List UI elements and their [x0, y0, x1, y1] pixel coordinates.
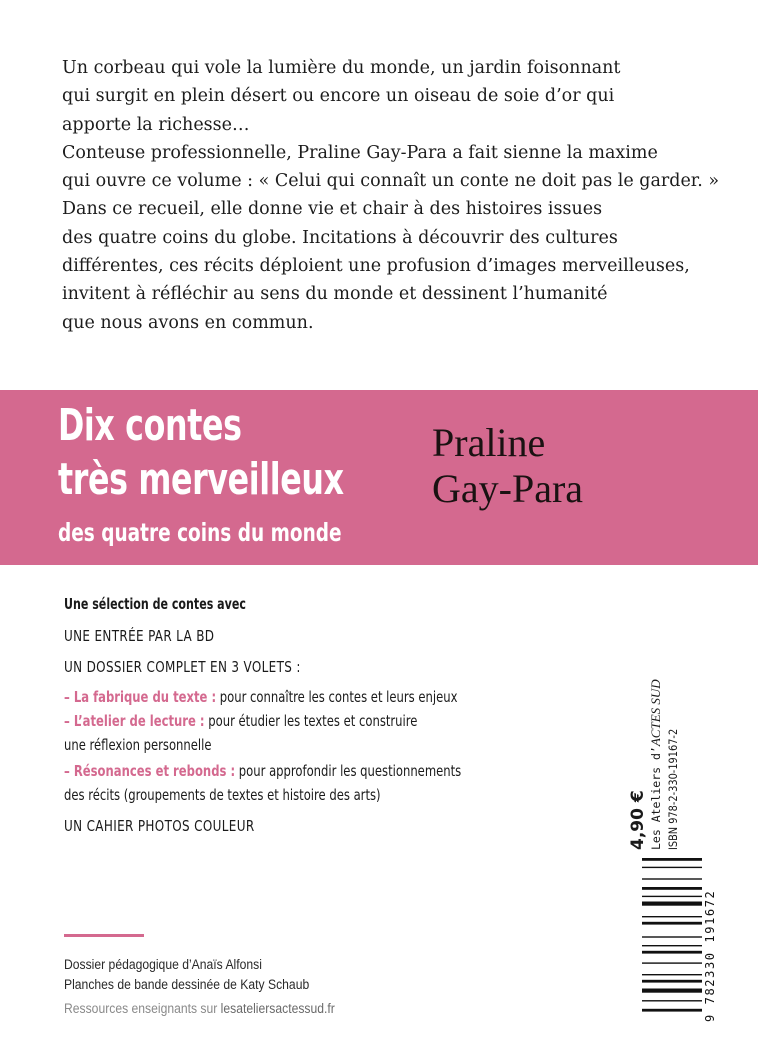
volet-atelier-cont: une réflexion personnelle	[64, 736, 212, 754]
credit-illustrations: Planches de bande dessinée de Katy Schaub	[64, 977, 310, 992]
blurb-line: qui surgit en plein désert ou encore un oiseau de soie d’or qui	[62, 86, 615, 107]
blurb-line: différentes, ces récits déploient une profusion d’images merveilleuses,	[62, 256, 690, 277]
price: 4,90 €	[628, 790, 648, 850]
blurb-line: des quatre coins du globe. Incitations à découvrir des cultures	[62, 227, 618, 248]
volet-fabrique	[64, 688, 457, 706]
resources-link[interactable]: lesateliersactessud.fr	[220, 1001, 335, 1016]
book-title-line-1: Dix contes	[58, 400, 242, 451]
barcode-digits: 9 782330 191672	[703, 889, 717, 1022]
credits	[64, 955, 309, 995]
blurb-line: Conteuse professionnelle, Praline Gay-Para a fait sienne la maxime	[62, 142, 658, 163]
publisher-name: ACTES SUD	[648, 679, 663, 747]
volet-atelier	[64, 712, 417, 730]
volet-text: pour étudier les textes et construire	[204, 712, 418, 730]
back-cover-blurb	[62, 54, 722, 337]
volet-label: – La fabrique du texte :	[64, 688, 217, 706]
author-name	[432, 420, 583, 512]
blurb-line: apporte la richesse…	[62, 114, 250, 135]
author-last-name: Gay-Para	[432, 466, 584, 511]
book-title-line-2: très merveilleux	[58, 454, 344, 505]
volet-text: pour connaître les contes et leurs enjeux	[216, 688, 458, 706]
volet-resonances-cont: des récits (groupements de textes et histoire des arts)	[64, 786, 381, 804]
volet-text: pour approfondir les questionnements	[235, 762, 462, 780]
teacher-resources	[64, 1001, 335, 1016]
feature-dossier: UN DOSSIER COMPLET EN 3 VOLETS :	[64, 658, 301, 676]
volet-resonances	[64, 762, 461, 780]
pink-divider	[64, 934, 144, 937]
resources-prefix: Ressources enseignants sur	[64, 1001, 221, 1016]
blurb-line: qui ouvre ce volume : « Celui qui connaît un conte ne doit pas le garder. »	[62, 171, 720, 192]
blurb-line: invitent à réfléchir au sens du monde et dessinent l’humanité	[62, 284, 608, 305]
publisher-prefix: Les Ateliers d’	[649, 746, 663, 850]
title-band	[0, 390, 758, 565]
author-first-name: Praline	[432, 420, 546, 465]
credit-dossier: Dossier pédagogique d’Anaïs Alfonsi	[64, 957, 262, 972]
feature-bd: UNE ENTRÉE PAR LA BD	[64, 627, 215, 645]
feature-photos: UN CAHIER PHOTOS COULEUR	[64, 817, 255, 835]
blurb-line: Dans ce recueil, elle donne vie et chair à des histoires issues	[62, 199, 603, 220]
volet-label: – Résonances et rebonds :	[64, 762, 236, 780]
volet-label: – L’atelier de lecture :	[64, 712, 205, 730]
features-list	[64, 595, 584, 835]
features-intro: Une sélection de contes avec	[64, 595, 246, 613]
isbn: ISBN 978-2-330-19167-2	[666, 728, 680, 850]
blurb-line: que nous avons en commun.	[62, 312, 314, 333]
publisher	[648, 679, 664, 850]
book-subtitle: des quatre coins du monde	[58, 518, 342, 547]
blurb-line: Un corbeau qui vole la lumière du monde, un jardin foisonnant	[62, 58, 621, 78]
